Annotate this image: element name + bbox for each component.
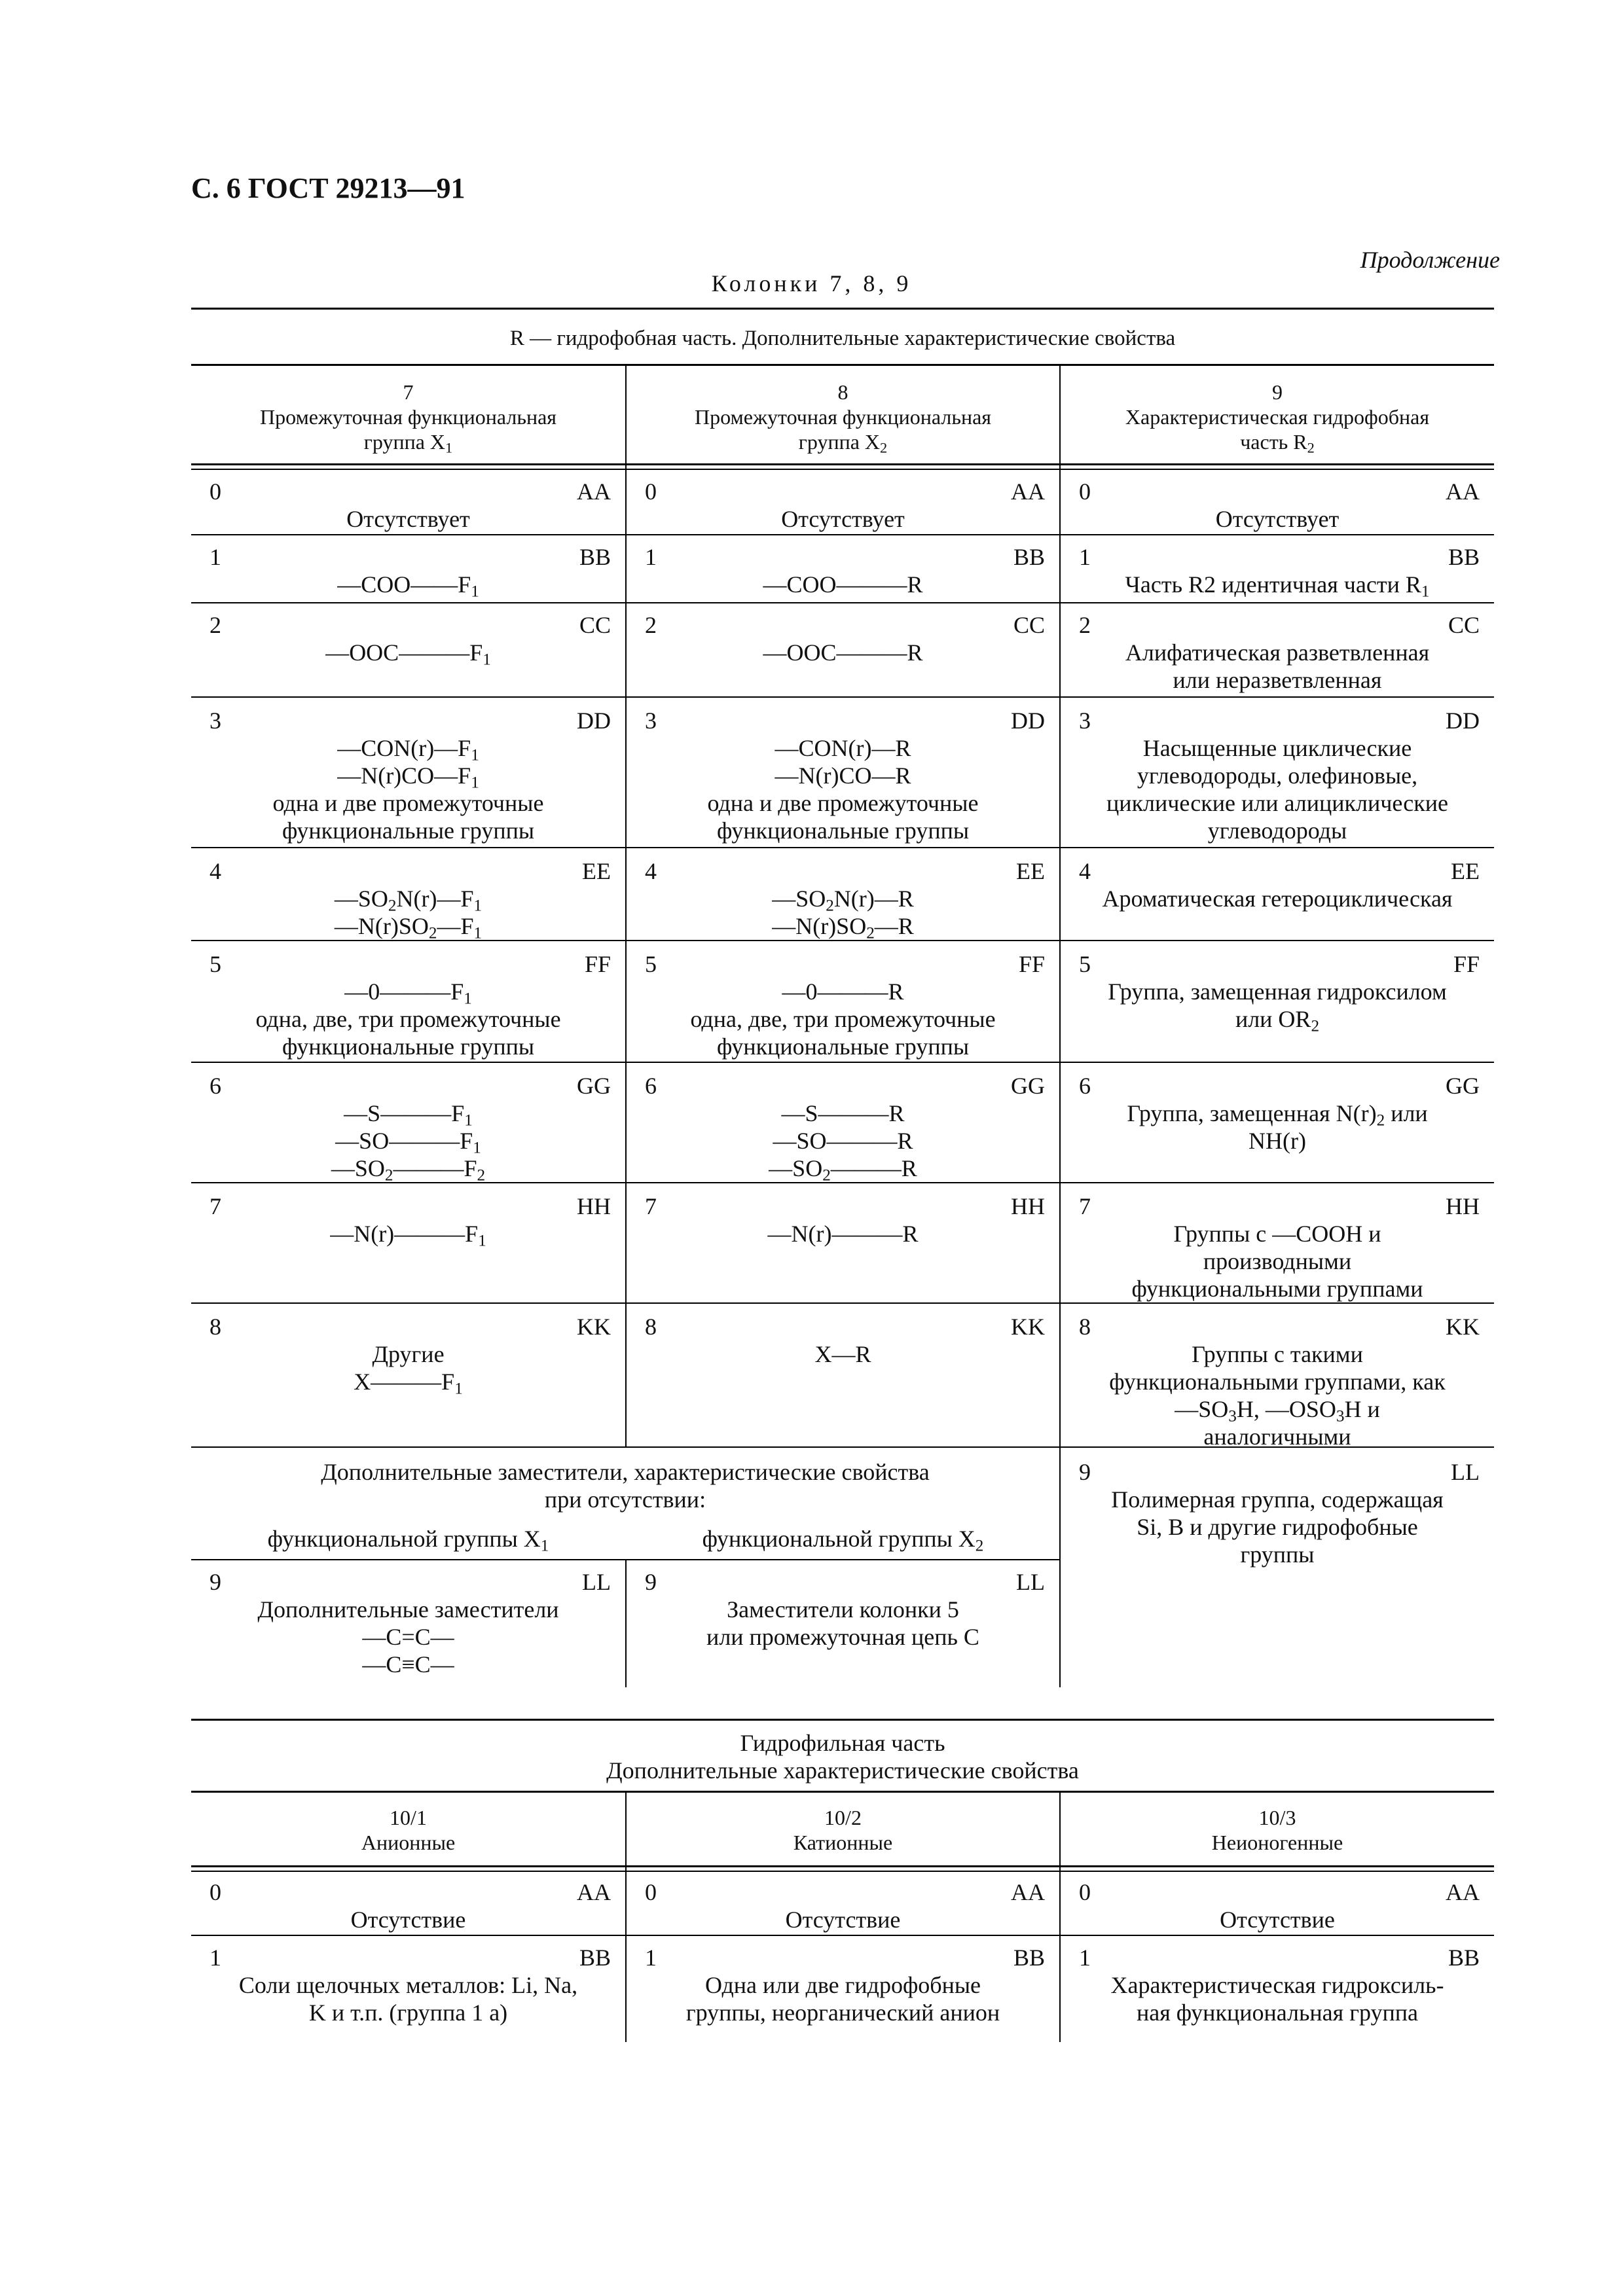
header-double-rule-b: [191, 469, 1494, 470]
continuation-label: Продолжение: [1360, 247, 1500, 273]
row-rule: [191, 940, 1494, 941]
section-rule: [191, 364, 1494, 366]
header-double-rule-a: [191, 463, 1494, 465]
col9-header: 9 Характеристическая гидрофобная часть $R_2$: [1125, 380, 1430, 456]
hydrophilic-top-rule: [191, 1719, 1494, 1721]
hydrophilic-title2: Дополнительные характеристические свойства: [606, 1757, 1079, 1784]
hydro-header-double-rule-a: [191, 1865, 1494, 1867]
hydro-col3-header: 10/3 Неионогенные: [1211, 1806, 1343, 1854]
hydrophilic-title1: Гидрофильная часть: [740, 1730, 945, 1756]
row-rule: [191, 1302, 1494, 1304]
col8-header: 8 Промежуточная функциональная группа $X_2$: [694, 380, 991, 456]
col7-header: 7 Промежуточная функциональная группа $X_1$: [259, 380, 556, 456]
page-header: С. 6 ГОСТ 29213—91: [191, 172, 465, 204]
hydro-col2-header: 10/2 Катионные: [793, 1806, 893, 1854]
hydrophilic-title-rule: [191, 1791, 1494, 1793]
section-r-title: R — гидрофобная часть. Дополнительные характеристические свойства: [509, 327, 1176, 350]
hydro-header-double-rule-b: [191, 1871, 1494, 1872]
hydro-col1-header: 10/1 Анионные: [361, 1806, 456, 1854]
row-rule: [191, 1935, 1494, 1936]
row-rule: [191, 1062, 1494, 1063]
table-top-rule: [191, 308, 1494, 310]
additional-title-line2: при отсутствии:: [544, 1486, 706, 1513]
row-rule: [191, 847, 1494, 848]
additional-title-line1: Дополнительные заместители, характеристические свойства: [321, 1459, 930, 1485]
row-rule: [191, 696, 1494, 698]
additional-sub2: функциональной группы $X_2$: [702, 1526, 984, 1555]
additional-sub1: функциональной группы $X_1$: [267, 1526, 549, 1555]
columns-title: Колонки 7, 8, 9: [711, 270, 912, 296]
row-rule: [191, 534, 1494, 535]
row-rule: [191, 602, 1494, 603]
